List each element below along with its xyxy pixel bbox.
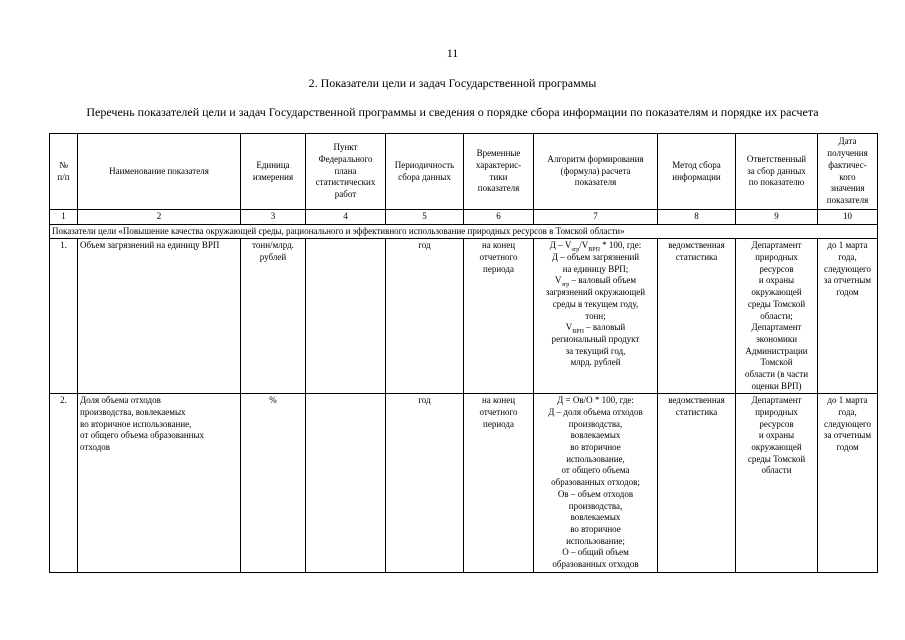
header-periodicity: Периодичность сбора данных (386, 134, 464, 210)
header-time-characteristics: Временные характерис- тики показателя (464, 134, 534, 210)
header-plan-item: Пункт Федерального плана статистических работ (306, 134, 386, 210)
header-name: Наименование показателя (78, 134, 241, 210)
periodicity-cell: год (386, 239, 464, 394)
goal-text: Показатели цели «Повышение качества окружающей среды, рационального и эффективного использование природных ресурсов в Томской области» (50, 224, 878, 239)
row-number: 2. (50, 394, 78, 572)
document-title: Перечень показателей цели и задач Государственной программы и сведения о порядке сбора информации по показателям и порядке их расчета (86, 105, 819, 119)
plan-item-cell (306, 239, 386, 394)
algorithm-cell: Д – $V_{згр}/V_{ВРП} * 100$, где: Д – объем загрязнений на единицу ВРП; $V_{згр}$ – валовый объем загрязнений окружающей среды в текущем году, тонн; $V_{ВРП}$ – валовый региональный продукт за текущий год, млрд. рублей (534, 239, 658, 394)
unit-cell: % (241, 394, 306, 572)
unit-cell: тонн/млрд. рублей (241, 239, 306, 394)
header-num: № п/п (50, 134, 78, 210)
column-number: 3 (241, 210, 306, 225)
column-number: 8 (658, 210, 736, 225)
page-number: 11 (446, 46, 459, 60)
indicator-name: Доля объема отходов производства, вовлекаемых во вторичное использование, от общего объема образованных отходов (78, 394, 241, 572)
column-number-row (50, 210, 878, 225)
method-cell: ведомственная статистика (658, 239, 736, 394)
table-row (50, 239, 878, 394)
column-number: 1 (50, 210, 78, 225)
column-number: 4 (306, 210, 386, 225)
header-method: Метод сбора информации (658, 134, 736, 210)
plan-item-cell (306, 394, 386, 572)
column-number: 7 (534, 210, 658, 225)
row-number: 1. (50, 239, 78, 394)
goal-row (50, 224, 878, 239)
indicator-name: Объем загрязнений на единицу ВРП (78, 239, 241, 394)
header-unit: Единица измерения (241, 134, 306, 210)
column-number: 9 (736, 210, 818, 225)
method-cell: ведомственная статистика (658, 394, 736, 572)
time-characteristics-cell: на конец отчетного периода (464, 394, 534, 572)
section-title: 2. Показатели цели и задач Государственной программы (308, 76, 597, 90)
table-header-row (50, 134, 878, 210)
time-characteristics-cell: на конец отчетного периода (464, 239, 534, 394)
responsible-cell: Департамент природных ресурсов и охраны окружающей среды Томской области (736, 394, 818, 572)
column-number: 6 (464, 210, 534, 225)
column-number: 10 (818, 210, 878, 225)
periodicity-cell: год (386, 394, 464, 572)
column-number: 2 (78, 210, 241, 225)
header-date: Дата получения фактичес- кого значения показателя (818, 134, 878, 210)
date-cell: до 1 марта года, следующего за отчетным годом (818, 239, 878, 394)
indicators-table (49, 133, 878, 573)
header-responsible: Ответственный за сбор данных по показателю (736, 134, 818, 210)
responsible-cell: Департамент природных ресурсов и охраны окружающей среды Томской области; Департамент экономики Администрации Томской области (в части оценки ВРП) (736, 239, 818, 394)
algorithm-cell: Д = Ов/О * 100, где: Д – доля объема отходов производства, вовлекаемых во вторичное использование, от общего объема образованных отходов; Ов – объем отходов производства, вовлекаемых во вторичное использование; О – общий объем образованных отходов (534, 394, 658, 572)
table-row (50, 394, 878, 572)
header-algorithm: Алгоритм формирования (формула) расчета показателя (534, 134, 658, 210)
date-cell: до 1 марта года, следующего за отчетным годом (818, 394, 878, 572)
column-number: 5 (386, 210, 464, 225)
